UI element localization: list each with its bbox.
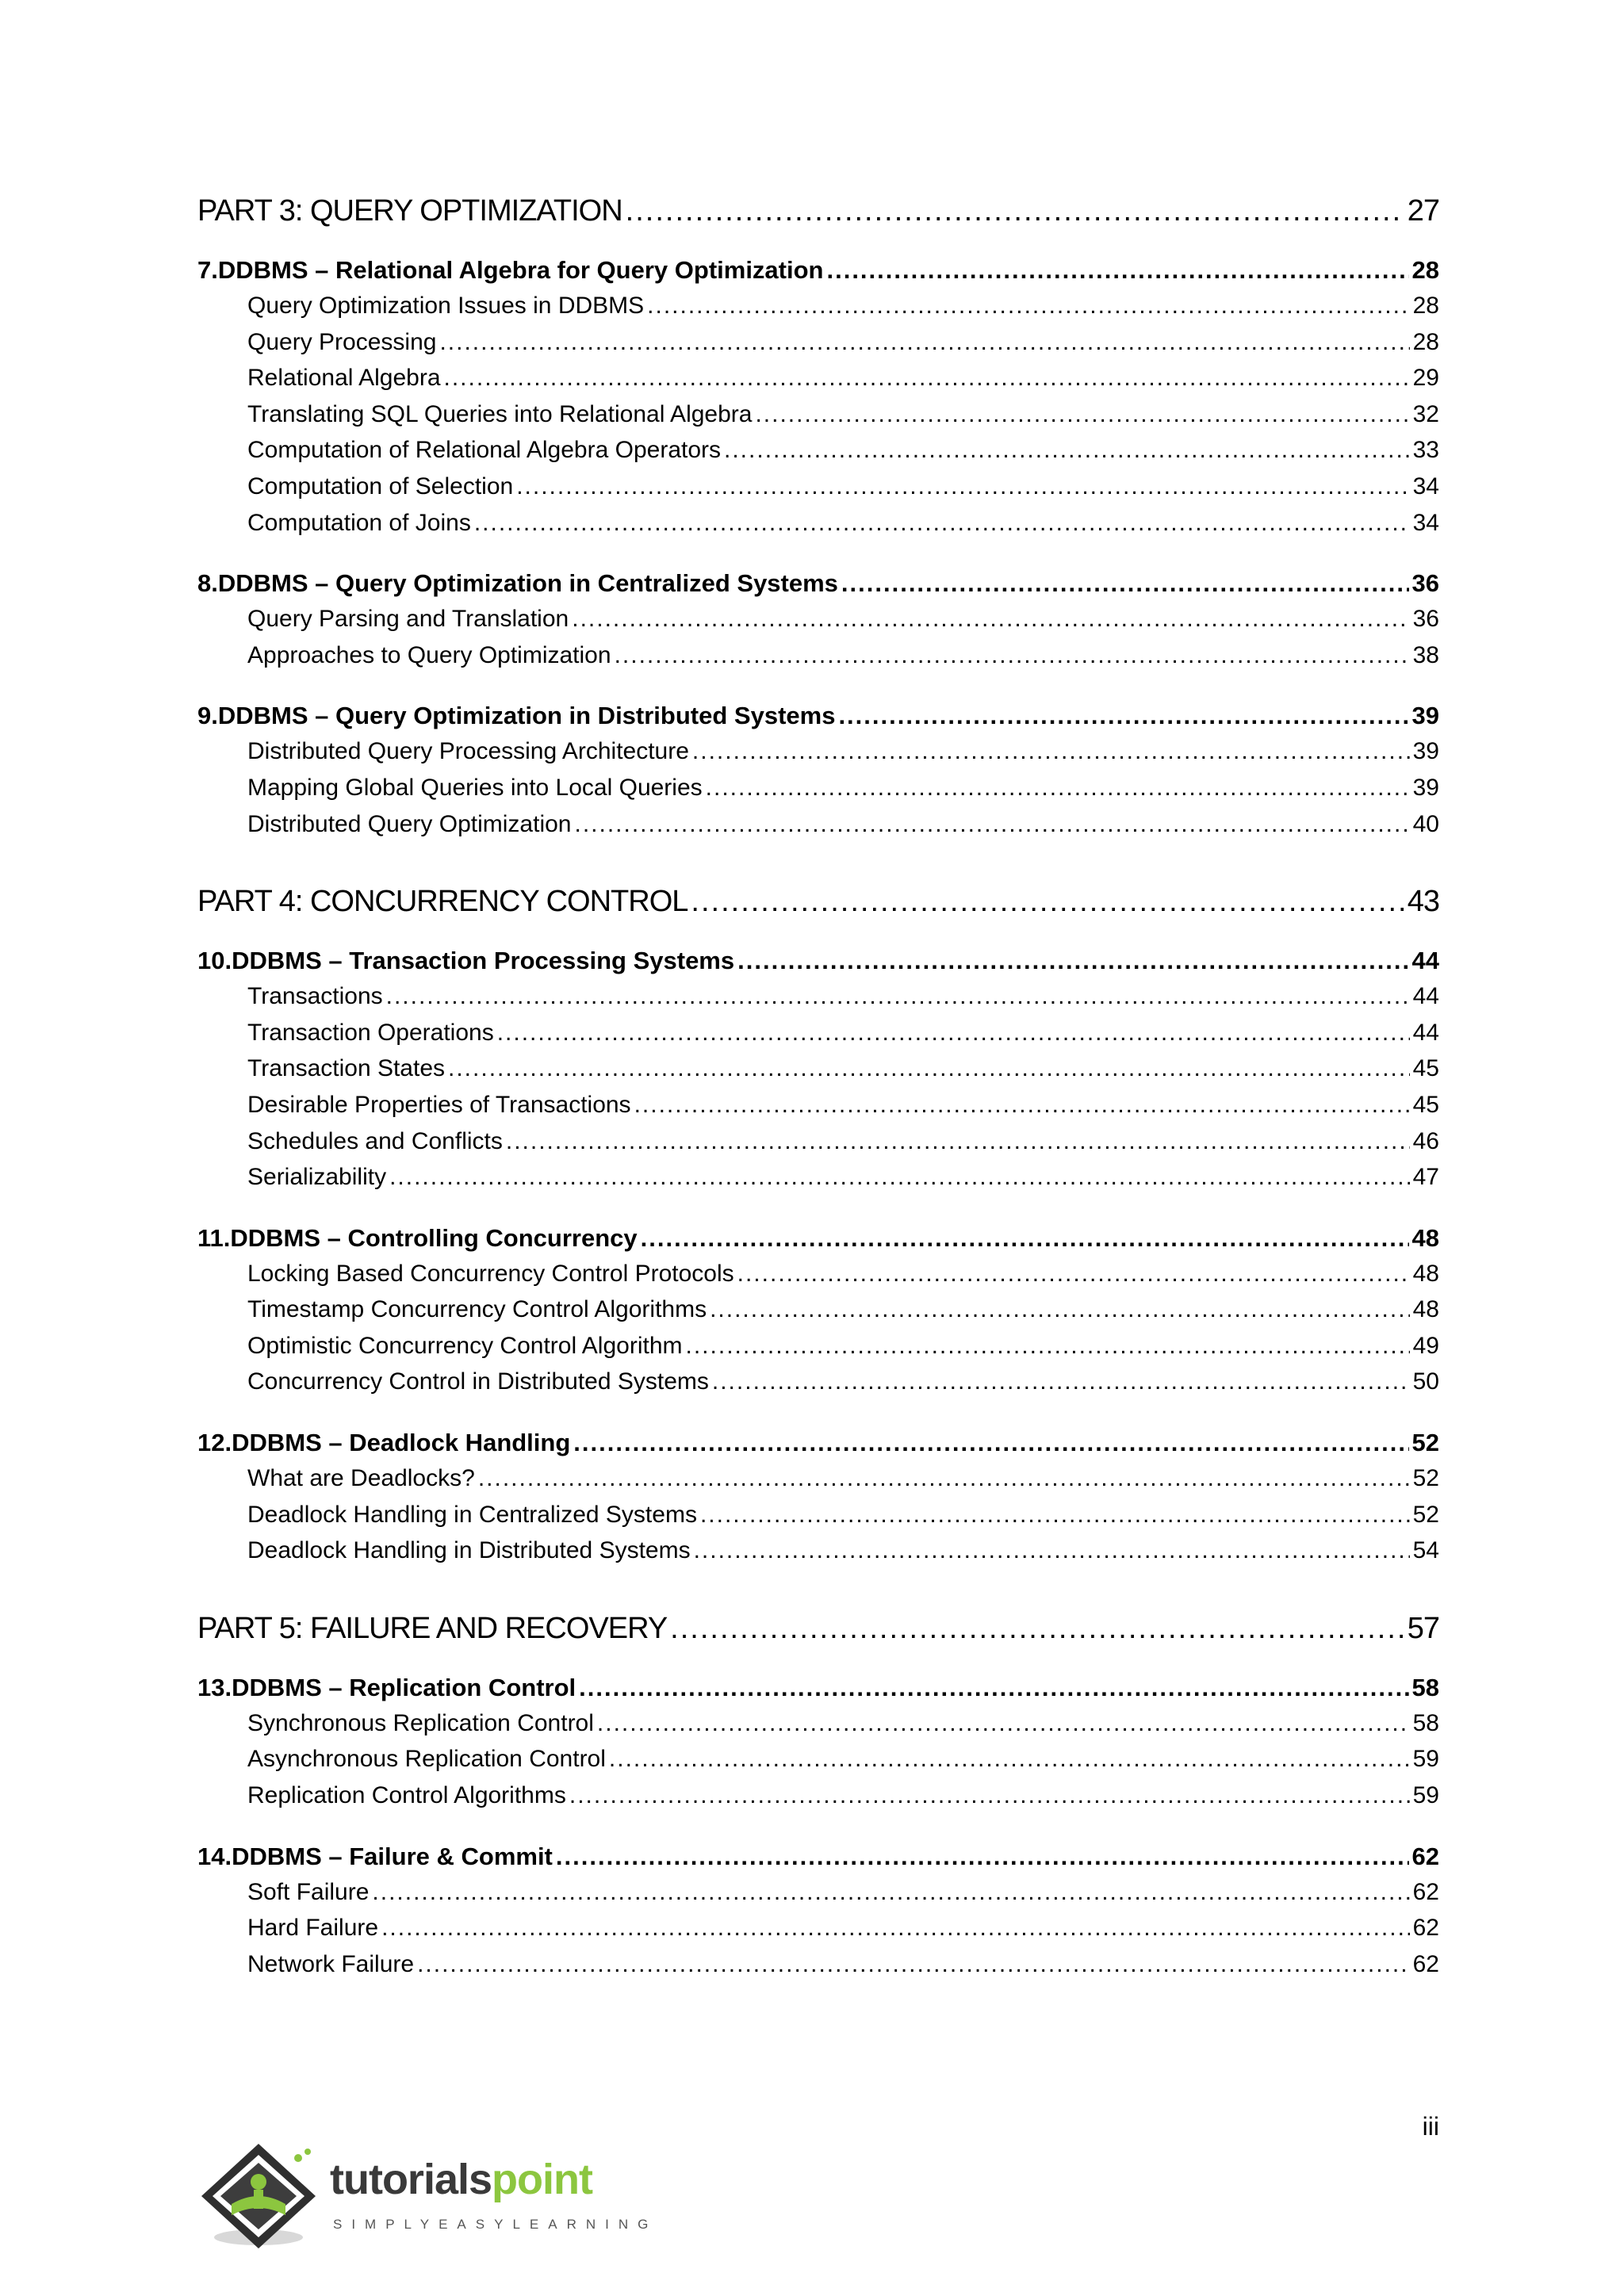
dot-leader: [838, 702, 1408, 730]
toc-page-number: 45: [1412, 1091, 1439, 1118]
dot-leader: [692, 738, 1410, 765]
dot-leader: [579, 1674, 1408, 1702]
toc-page-number: 28: [1411, 256, 1439, 284]
toc-chapter-title: DDBMS – Deadlock Handling: [232, 1429, 571, 1457]
dot-leader: [506, 1128, 1410, 1155]
toc-section-title: Synchronous Replication Control: [247, 1709, 594, 1736]
toc-section-entry[interactable]: [197, 775, 1439, 811]
toc-chapter-entry[interactable]: [197, 702, 1439, 738]
table-of-contents: [197, 194, 1439, 1987]
dot-leader: [448, 1055, 1410, 1082]
toc-chapter-title: DDBMS – Relational Algebra for Query Optimization: [217, 256, 824, 284]
toc-section-title: Computation of Joins: [247, 509, 471, 536]
page-number: iii: [1422, 2112, 1439, 2141]
chapter-number: 7.: [197, 256, 218, 284]
toc-section-entry[interactable]: [197, 1055, 1439, 1092]
tutorialspoint-logo: [197, 2141, 688, 2252]
chapter-number: 14.: [197, 1842, 232, 1870]
toc-section-title: Optimistic Concurrency Control Algorithm: [247, 1332, 683, 1359]
toc-section-title: Locking Based Concurrency Control Protocols: [247, 1260, 734, 1287]
toc-section-title: Approaches to Query Optimization: [247, 641, 611, 668]
dot-leader: [755, 401, 1409, 428]
dot-leader: [710, 1296, 1410, 1323]
chapter-number: 8.: [197, 569, 218, 598]
toc-chapter-title: DDBMS – Replication Control: [232, 1673, 576, 1701]
toc-page-number: 48: [1412, 1296, 1439, 1323]
toc-section-entry[interactable]: [197, 606, 1439, 642]
toc-page-number: 62: [1411, 1842, 1439, 1870]
toc-section-title: Query Parsing and Translation: [247, 606, 569, 633]
toc-page-number: 50: [1412, 1368, 1439, 1395]
toc-part-entry[interactable]: [197, 1612, 1439, 1658]
chapter-number: 11.: [197, 1223, 231, 1252]
toc-page-number: 48: [1411, 1223, 1439, 1252]
toc-chapter-title: DDBMS – Query Optimization in Centralized Systems: [217, 569, 838, 598]
chapter-number: 10.: [197, 947, 232, 975]
dot-leader: [597, 1710, 1410, 1737]
dot-leader: [444, 365, 1410, 392]
toc-page-number: 58: [1411, 1673, 1439, 1701]
toc-section-entry[interactable]: [197, 1915, 1439, 1951]
toc-section-entry[interactable]: [197, 1951, 1439, 1988]
toc-section-entry[interactable]: [197, 1164, 1439, 1200]
toc-section-title: Serializability: [247, 1164, 387, 1191]
toc-page-number: 44: [1412, 1019, 1439, 1046]
toc-section-title: Query Processing: [247, 328, 437, 355]
toc-section-title: Transactions: [247, 983, 383, 1010]
toc-section-entry[interactable]: [197, 642, 1439, 679]
toc-chapter-title: DDBMS – Transaction Processing Systems: [232, 947, 735, 975]
toc-part-entry[interactable]: [197, 885, 1439, 931]
dot-leader: [569, 1782, 1410, 1809]
dot-leader: [841, 569, 1409, 598]
toc-section-title: Network Failure: [247, 1950, 415, 1977]
dot-leader: [389, 1164, 1410, 1191]
toc-page-number: 47: [1412, 1164, 1439, 1191]
toc-page-number: 57: [1407, 1611, 1439, 1645]
toc-chapter-entry[interactable]: [197, 947, 1439, 983]
toc-page-number: 33: [1412, 437, 1439, 464]
toc-page-number: 59: [1412, 1782, 1439, 1809]
toc-section-entry[interactable]: [197, 1710, 1439, 1747]
toc-section-title: Deadlock Handling in Distributed Systems: [247, 1537, 691, 1564]
toc-section-title: Relational Algebra: [247, 365, 441, 392]
toc-section-entry[interactable]: [197, 1368, 1439, 1405]
toc-section-entry[interactable]: [197, 1782, 1439, 1819]
toc-page-number: 32: [1412, 400, 1439, 427]
toc-section-title: Timestamp Concurrency Control Algorithms: [247, 1296, 707, 1323]
toc-page-number: 52: [1412, 1501, 1439, 1528]
chapter-number: 9.: [197, 702, 218, 730]
toc-page-number: 38: [1412, 641, 1439, 668]
dot-leader: [474, 510, 1410, 537]
toc-section-entry[interactable]: [197, 437, 1439, 473]
toc-section-entry[interactable]: [197, 473, 1439, 510]
toc-page-number: 44: [1411, 947, 1439, 975]
dot-leader: [694, 1537, 1410, 1564]
toc-page-number: 44: [1412, 983, 1439, 1010]
toc-chapter-entry[interactable]: [197, 1843, 1439, 1879]
toc-section-entry[interactable]: [197, 365, 1439, 401]
toc-page-number: 48: [1412, 1260, 1439, 1287]
toc-page-number: 43: [1407, 885, 1439, 919]
toc-section-title: Hard Failure: [247, 1915, 379, 1942]
toc-section-title: Desirable Properties of Transactions: [247, 1091, 631, 1118]
toc-section-entry[interactable]: [197, 1537, 1439, 1574]
toc-section-title: Distributed Query Processing Architecture: [247, 738, 689, 765]
toc-page-number: 52: [1412, 1465, 1439, 1492]
toc-page-number: 62: [1412, 1950, 1439, 1977]
dot-leader: [737, 1261, 1410, 1288]
dot-leader: [686, 1333, 1410, 1360]
toc-page-number: 49: [1412, 1332, 1439, 1359]
toc-page-number: 39: [1412, 774, 1439, 801]
toc-part-entry[interactable]: [197, 194, 1439, 240]
dot-leader: [516, 473, 1409, 500]
toc-section-entry[interactable]: [197, 1020, 1439, 1056]
chapter-number: 13.: [197, 1673, 232, 1701]
toc-section-entry[interactable]: [197, 738, 1439, 775]
toc-section-entry[interactable]: [197, 811, 1439, 848]
toc-page-number: 46: [1412, 1127, 1439, 1154]
toc-section-entry[interactable]: [197, 1128, 1439, 1165]
toc-section-entry[interactable]: [197, 510, 1439, 546]
toc-page-number: 54: [1412, 1537, 1439, 1564]
dot-leader: [634, 1092, 1410, 1119]
dot-leader: [706, 775, 1410, 802]
dot-leader: [575, 811, 1410, 838]
dot-leader: [381, 1915, 1410, 1942]
dot-leader: [609, 1746, 1410, 1773]
toc-section-title: Query Optimization Issues in DDBMS: [247, 293, 645, 319]
toc-section-entry[interactable]: [197, 1746, 1439, 1782]
toc-page-number: 29: [1412, 365, 1439, 392]
toc-page-number: 52: [1411, 1429, 1439, 1457]
dot-leader: [556, 1843, 1409, 1871]
toc-section-title: Asynchronous Replication Control: [247, 1746, 606, 1773]
toc-section-entry[interactable]: [197, 1879, 1439, 1915]
dot-leader: [724, 437, 1410, 464]
toc-section-title: Computation of Relational Algebra Operators: [247, 437, 722, 464]
toc-page-number: 34: [1412, 473, 1439, 499]
dot-leader: [641, 1224, 1409, 1253]
toc-page-number: 45: [1412, 1055, 1439, 1082]
toc-section-title: Computation of Selection: [247, 473, 514, 499]
toc-page-number: 28: [1412, 293, 1439, 319]
toc-page-number: 58: [1412, 1709, 1439, 1736]
dot-leader: [737, 947, 1408, 975]
toc-section-entry[interactable]: [197, 401, 1439, 438]
toc-page-number: 36: [1411, 569, 1439, 598]
toc-page-number: 39: [1411, 702, 1439, 730]
dot-leader: [826, 256, 1408, 285]
toc-section-title: Schedules and Conflicts: [247, 1127, 503, 1154]
toc-section-title: Concurrency Control in Distributed Systems: [247, 1368, 709, 1395]
toc-part-title: PART 5: FAILURE AND RECOVERY: [197, 1611, 668, 1645]
toc-chapter-entry[interactable]: [197, 569, 1439, 606]
dot-leader: [626, 194, 1404, 228]
dot-leader: [712, 1368, 1410, 1395]
toc-page-number: 59: [1412, 1746, 1439, 1773]
toc-chapter-entry[interactable]: [197, 1224, 1439, 1261]
dot-leader: [497, 1020, 1410, 1047]
toc-section-entry[interactable]: [197, 1333, 1439, 1369]
toc-section-entry[interactable]: [197, 293, 1439, 329]
toc-chapter-title: DDBMS – Query Optimization in Distributed Systems: [217, 702, 836, 730]
toc-section-title: Distributed Query Optimization: [247, 810, 572, 837]
toc-section-title: Soft Failure: [247, 1878, 370, 1905]
toc-section-entry[interactable]: [197, 329, 1439, 365]
toc-section-entry[interactable]: [197, 1092, 1439, 1128]
dot-leader: [615, 642, 1410, 669]
toc-section-entry[interactable]: [197, 1296, 1439, 1333]
dot-leader: [372, 1879, 1409, 1906]
toc-page-number: 36: [1412, 606, 1439, 633]
dot-leader: [691, 885, 1404, 919]
toc-chapter-entry[interactable]: [197, 256, 1439, 293]
logo-wordmark: tutorialspoint: [330, 2156, 592, 2203]
toc-page-number: 62: [1412, 1915, 1439, 1942]
toc-part-title: PART 4: CONCURRENCY CONTROL: [197, 885, 688, 919]
tutorialspoint-logo-icon: [197, 2141, 324, 2252]
toc-section-title: Deadlock Handling in Centralized Systems: [247, 1501, 697, 1528]
dot-leader: [417, 1951, 1410, 1978]
toc-section-title: What are Deadlocks?: [247, 1465, 475, 1492]
toc-section-title: Mapping Global Queries into Local Queries: [247, 774, 703, 801]
dot-leader: [700, 1502, 1410, 1529]
toc-page-number: 39: [1412, 738, 1439, 765]
dot-leader: [670, 1612, 1404, 1646]
logo-tagline: SIMPLYEASYLEARNING: [333, 2217, 658, 2232]
toc-section-entry[interactable]: [197, 1465, 1439, 1502]
dot-leader: [572, 606, 1409, 633]
toc-chapter-title: DDBMS – Controlling Concurrency: [230, 1223, 638, 1252]
toc-section-title: Replication Control Algorithms: [247, 1782, 566, 1809]
toc-page-number: 34: [1412, 509, 1439, 536]
toc-page-number: 27: [1407, 194, 1439, 228]
toc-page-number: 40: [1412, 810, 1439, 837]
toc-chapter-entry[interactable]: [197, 1674, 1439, 1710]
dot-leader: [386, 983, 1410, 1010]
toc-section-entry[interactable]: [197, 983, 1439, 1020]
dot-leader: [647, 293, 1409, 320]
toc-section-title: Translating SQL Queries into Relational Algebra: [247, 400, 753, 427]
toc-section-title: Transaction Operations: [247, 1019, 494, 1046]
toc-section-title: Transaction States: [247, 1055, 446, 1082]
toc-section-entry[interactable]: [197, 1502, 1439, 1538]
toc-chapter-title: DDBMS – Failure & Commit: [232, 1842, 553, 1870]
toc-page-number: 28: [1412, 328, 1439, 355]
chapter-number: 12.: [197, 1429, 232, 1457]
dot-leader: [573, 1429, 1408, 1457]
toc-section-entry[interactable]: [197, 1261, 1439, 1297]
dot-leader: [439, 329, 1409, 356]
dot-leader: [478, 1465, 1410, 1492]
toc-chapter-entry[interactable]: [197, 1429, 1439, 1465]
toc-part-title: PART 3: QUERY OPTIMIZATION: [197, 194, 622, 228]
toc-page-number: 62: [1412, 1878, 1439, 1905]
